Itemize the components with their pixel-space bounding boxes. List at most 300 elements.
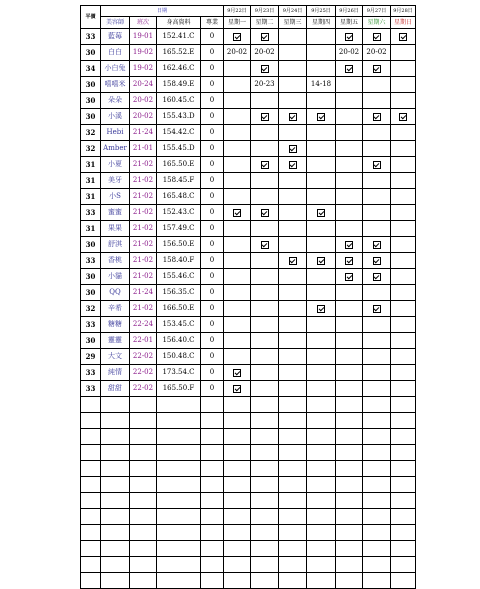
empty-cell [251,541,279,557]
cell-day [307,189,336,205]
checkbox-checked-icon [345,257,353,265]
empty-cell [157,509,201,525]
cell-day [391,349,416,365]
empty-row [81,557,416,573]
empty-cell [391,445,416,461]
empty-cell [201,557,224,573]
cell-price: 33 [81,205,101,221]
header-day-name: 星期六 [363,17,391,29]
table-row [81,221,416,237]
checkbox-checked-icon [261,209,269,217]
cell-day [363,301,391,317]
checkbox-checked-icon [373,241,381,249]
cell-day [224,269,251,285]
cell-day [251,333,279,349]
cell-measure: 152.43.C [157,205,201,221]
checkbox-checked-icon [261,161,269,169]
cell-day [391,141,416,157]
header-day-date: 9月26日 [336,6,363,17]
cell-batch: 21-02 [130,237,157,253]
cell-day [224,221,251,237]
checkbox-checked-icon [345,241,353,249]
cell-day [224,205,251,221]
cell-measure: 162.46.C [157,61,201,77]
checkbox-checked-icon [373,161,381,169]
cell-day [391,125,416,141]
empty-cell [363,525,391,541]
cell-day [363,253,391,269]
cell-day [224,317,251,333]
cell-day [224,301,251,317]
empty-cell [279,429,307,445]
empty-cell [157,573,201,589]
header-row-labels [81,17,416,29]
checkbox-checked-icon [289,161,297,169]
cell-day [391,381,416,397]
cell-name: 小貓 [101,269,130,285]
cell-batch: 21-02 [130,301,157,317]
cell-day [279,333,307,349]
empty-cell [101,573,130,589]
table-row [81,61,416,77]
cell-day [251,237,279,253]
cell-day [363,109,391,125]
empty-cell [279,509,307,525]
cell-day [363,189,391,205]
empty-cell [130,525,157,541]
cell-measure: 156.50.E [157,237,201,253]
cell-day [307,237,336,253]
cell-special: 0 [201,301,224,317]
header-day-date: 9月24日 [279,6,307,17]
cell-day [279,93,307,109]
empty-cell [224,429,251,445]
empty-cell [363,445,391,461]
cell-day [391,205,416,221]
cell-name: 小溪 [101,109,130,125]
empty-cell [157,461,201,477]
cell-price: 32 [81,125,101,141]
empty-cell [130,461,157,477]
empty-cell [201,413,224,429]
cell-day [224,237,251,253]
empty-cell [279,541,307,557]
cell-name: 甜甜 [101,381,130,397]
empty-cell [251,573,279,589]
cell-day [251,301,279,317]
cell-day [224,29,251,45]
checkbox-checked-icon [373,257,381,265]
empty-cell [279,477,307,493]
cell-price: 33 [81,381,101,397]
cell-batch: 21-02 [130,269,157,285]
cell-day [391,29,416,45]
empty-cell [363,413,391,429]
empty-cell [391,461,416,477]
empty-cell [157,445,201,461]
cell-day: 20-02 [336,45,363,61]
cell-day [363,269,391,285]
cell-batch: 21-02 [130,253,157,269]
empty-cell [201,477,224,493]
empty-cell [336,445,363,461]
cell-measure: 160.45.C [157,93,201,109]
empty-cell [336,461,363,477]
cell-day [279,125,307,141]
empty-cell [224,413,251,429]
cell-price: 31 [81,157,101,173]
empty-cell [279,397,307,413]
empty-cell [391,525,416,541]
checkbox-checked-icon [233,385,241,393]
cell-day [391,93,416,109]
checkbox-checked-icon [261,113,269,121]
empty-cell [130,397,157,413]
table-row [81,173,416,189]
empty-row [81,413,416,429]
empty-cell [363,429,391,445]
cell-day [307,269,336,285]
cell-day [279,301,307,317]
empty-cell [391,429,416,445]
empty-cell [251,461,279,477]
cell-day [391,45,416,61]
empty-cell [201,397,224,413]
empty-row [81,477,416,493]
cell-day [251,205,279,221]
checkbox-checked-icon [261,65,269,73]
header-special: 專業 [201,17,224,29]
cell-price: 31 [81,221,101,237]
cell-name: 辛希 [101,301,130,317]
cell-day [224,285,251,301]
cell-day [279,61,307,77]
cell-name: Amber [101,141,130,157]
cell-batch: 21-24 [130,285,157,301]
cell-day: 20-02 [251,45,279,61]
empty-cell [363,557,391,573]
cell-measure: 150.48.C [157,349,201,365]
empty-cell [224,477,251,493]
cell-special: 0 [201,61,224,77]
checkbox-checked-icon [261,241,269,249]
cell-day [279,349,307,365]
cell-day [363,29,391,45]
cell-day [251,253,279,269]
empty-cell [391,413,416,429]
cell-day [336,333,363,349]
cell-day [307,333,336,349]
empty-cell [130,509,157,525]
cell-name: 大文 [101,349,130,365]
cell-measure: 165.50.E [157,157,201,173]
cell-price: 30 [81,285,101,301]
checkbox-checked-icon [233,369,241,377]
empty-cell [307,477,336,493]
table-row [81,93,416,109]
cell-day [251,285,279,301]
cell-measure: 173.54.C [157,365,201,381]
cell-day [251,141,279,157]
cell-day [251,29,279,45]
header-name: 美容師 [101,17,130,29]
cell-name: 純情 [101,365,130,381]
empty-row [81,541,416,557]
cell-day [251,157,279,173]
empty-cell [363,397,391,413]
cell-day [279,29,307,45]
empty-cell [157,557,201,573]
cell-day [336,173,363,189]
cell-day [336,93,363,109]
cell-day [363,157,391,173]
cell-price: 33 [81,29,101,45]
cell-day [224,365,251,381]
empty-cell [307,509,336,525]
cell-day [336,189,363,205]
empty-cell [81,429,101,445]
cell-measure: 154.42.C [157,125,201,141]
empty-cell [101,413,130,429]
cell-day [224,61,251,77]
cell-day [391,269,416,285]
table-row [81,77,416,93]
cell-day [391,221,416,237]
cell-batch: 22-02 [130,349,157,365]
checkbox-checked-icon [373,65,381,73]
cell-day [363,125,391,141]
cell-day [336,253,363,269]
checkbox-checked-icon [399,33,407,41]
cell-day [307,109,336,125]
empty-cell [81,461,101,477]
table-row [81,189,416,205]
cell-name: 果果 [101,221,130,237]
empty-cell [336,557,363,573]
empty-row [81,525,416,541]
cell-day [279,365,307,381]
empty-cell [81,397,101,413]
empty-cell [336,413,363,429]
cell-price: 30 [81,93,101,109]
cell-day [336,109,363,125]
cell-measure: 166.50.E [157,301,201,317]
cell-measure: 155.45.D [157,141,201,157]
cell-day [307,93,336,109]
empty-cell [251,557,279,573]
table-row [81,285,416,301]
empty-cell [363,509,391,525]
empty-cell [336,573,363,589]
cell-measure: 155.46.C [157,269,201,285]
empty-cell [201,445,224,461]
header-day-date: 9月23日 [251,6,279,17]
cell-day [307,381,336,397]
cell-day [251,109,279,125]
cell-measure: 153.45.C [157,317,201,333]
cell-day [224,189,251,205]
cell-day [279,285,307,301]
table-row [81,45,416,61]
cell-day [251,125,279,141]
cell-batch: 22-02 [130,381,157,397]
cell-name: 小白兔 [101,61,130,77]
empty-cell [336,541,363,557]
empty-cell [307,413,336,429]
cell-price: 31 [81,189,101,205]
header-day-name: 星期三 [279,17,307,29]
cell-price: 30 [81,109,101,125]
cell-day [336,29,363,45]
table-row [81,333,416,349]
cell-price: 30 [81,77,101,93]
cell-batch: 21-02 [130,173,157,189]
cell-day [391,317,416,333]
cell-special: 0 [201,157,224,173]
cell-batch: 21-02 [130,189,157,205]
cell-special: 0 [201,365,224,381]
cell-day: 20-23 [251,77,279,93]
checkbox-checked-icon [289,145,297,153]
cell-day [307,61,336,77]
empty-cell [130,445,157,461]
cell-day [363,141,391,157]
empty-cell [251,413,279,429]
cell-name: 小S [101,189,130,205]
cell-day [363,77,391,93]
empty-cell [130,429,157,445]
checkbox-checked-icon [373,305,381,313]
header-batch: 班次 [130,17,157,29]
cell-day [307,365,336,381]
cell-day [336,157,363,173]
empty-cell [279,445,307,461]
cell-day [224,93,251,109]
cell-day: 20-02 [363,45,391,61]
cell-day [224,349,251,365]
cell-day [307,349,336,365]
cell-day [336,205,363,221]
cell-batch: 21-02 [130,205,157,221]
cell-measure: 152.41.C [157,29,201,45]
cell-name: 香桃 [101,253,130,269]
cell-price: 34 [81,61,101,77]
cell-special: 0 [201,93,224,109]
cell-day [279,317,307,333]
checkbox-checked-icon [261,33,269,41]
empty-cell [279,493,307,509]
checkbox-checked-icon [373,273,381,281]
cell-price: 33 [81,317,101,333]
cell-measure: 155.43.D [157,109,201,125]
cell-batch: 21-01 [130,141,157,157]
empty-cell [101,557,130,573]
cell-measure: 165.48.C [157,189,201,205]
cell-day [391,333,416,349]
empty-cell [101,397,130,413]
header-day-date: 9月27日 [363,6,391,17]
empty-cell [251,525,279,541]
empty-cell [224,557,251,573]
cell-day [279,45,307,61]
cell-special: 0 [201,381,224,397]
empty-cell [307,573,336,589]
cell-day [224,253,251,269]
cell-name: 靈靈 [101,333,130,349]
empty-cell [363,477,391,493]
cell-measure: 165.52.E [157,45,201,61]
empty-cell [201,573,224,589]
empty-cell [391,573,416,589]
cell-special: 0 [201,221,224,237]
header-day-name: 星期日 [391,17,416,29]
cell-batch: 22-24 [130,317,157,333]
cell-special: 0 [201,333,224,349]
table-row [81,365,416,381]
table-row [81,317,416,333]
cell-day [251,221,279,237]
cell-special: 0 [201,109,224,125]
empty-cell [391,493,416,509]
table-row [81,349,416,365]
cell-name: 朵朵 [101,93,130,109]
table-row [81,205,416,221]
empty-cell [101,525,130,541]
cell-day [307,29,336,45]
header-day-date: 9月22日 [224,6,251,17]
empty-cell [201,493,224,509]
cell-day [251,381,279,397]
cell-measure: 158.49.E [157,77,201,93]
cell-day [391,173,416,189]
empty-cell [251,509,279,525]
cell-special: 0 [201,269,224,285]
cell-day [336,301,363,317]
cell-batch: 20-02 [130,109,157,125]
empty-cell [101,493,130,509]
cell-measure: 158.45.F [157,173,201,189]
cell-name: Hebi [101,125,130,141]
empty-cell [224,445,251,461]
cell-name: 白白 [101,45,130,61]
checkbox-checked-icon [233,209,241,217]
checkbox-checked-icon [289,257,297,265]
empty-cell [201,429,224,445]
cell-name: 美牙 [101,173,130,189]
cell-day [391,253,416,269]
checkbox-checked-icon [317,209,325,217]
header-row-dates [81,6,416,17]
cell-day [336,365,363,381]
empty-cell [157,429,201,445]
cell-day [251,61,279,77]
cell-measure: 158.40.F [157,253,201,269]
cell-day [391,285,416,301]
cell-measure: 156.35.C [157,285,201,301]
table-row [81,301,416,317]
empty-cell [130,541,157,557]
cell-day [307,173,336,189]
cell-day [307,253,336,269]
empty-cell [81,445,101,461]
cell-price: 30 [81,269,101,285]
cell-day [224,109,251,125]
cell-day [224,173,251,189]
cell-day [391,61,416,77]
cell-day [307,125,336,141]
empty-cell [336,429,363,445]
cell-day [279,157,307,173]
